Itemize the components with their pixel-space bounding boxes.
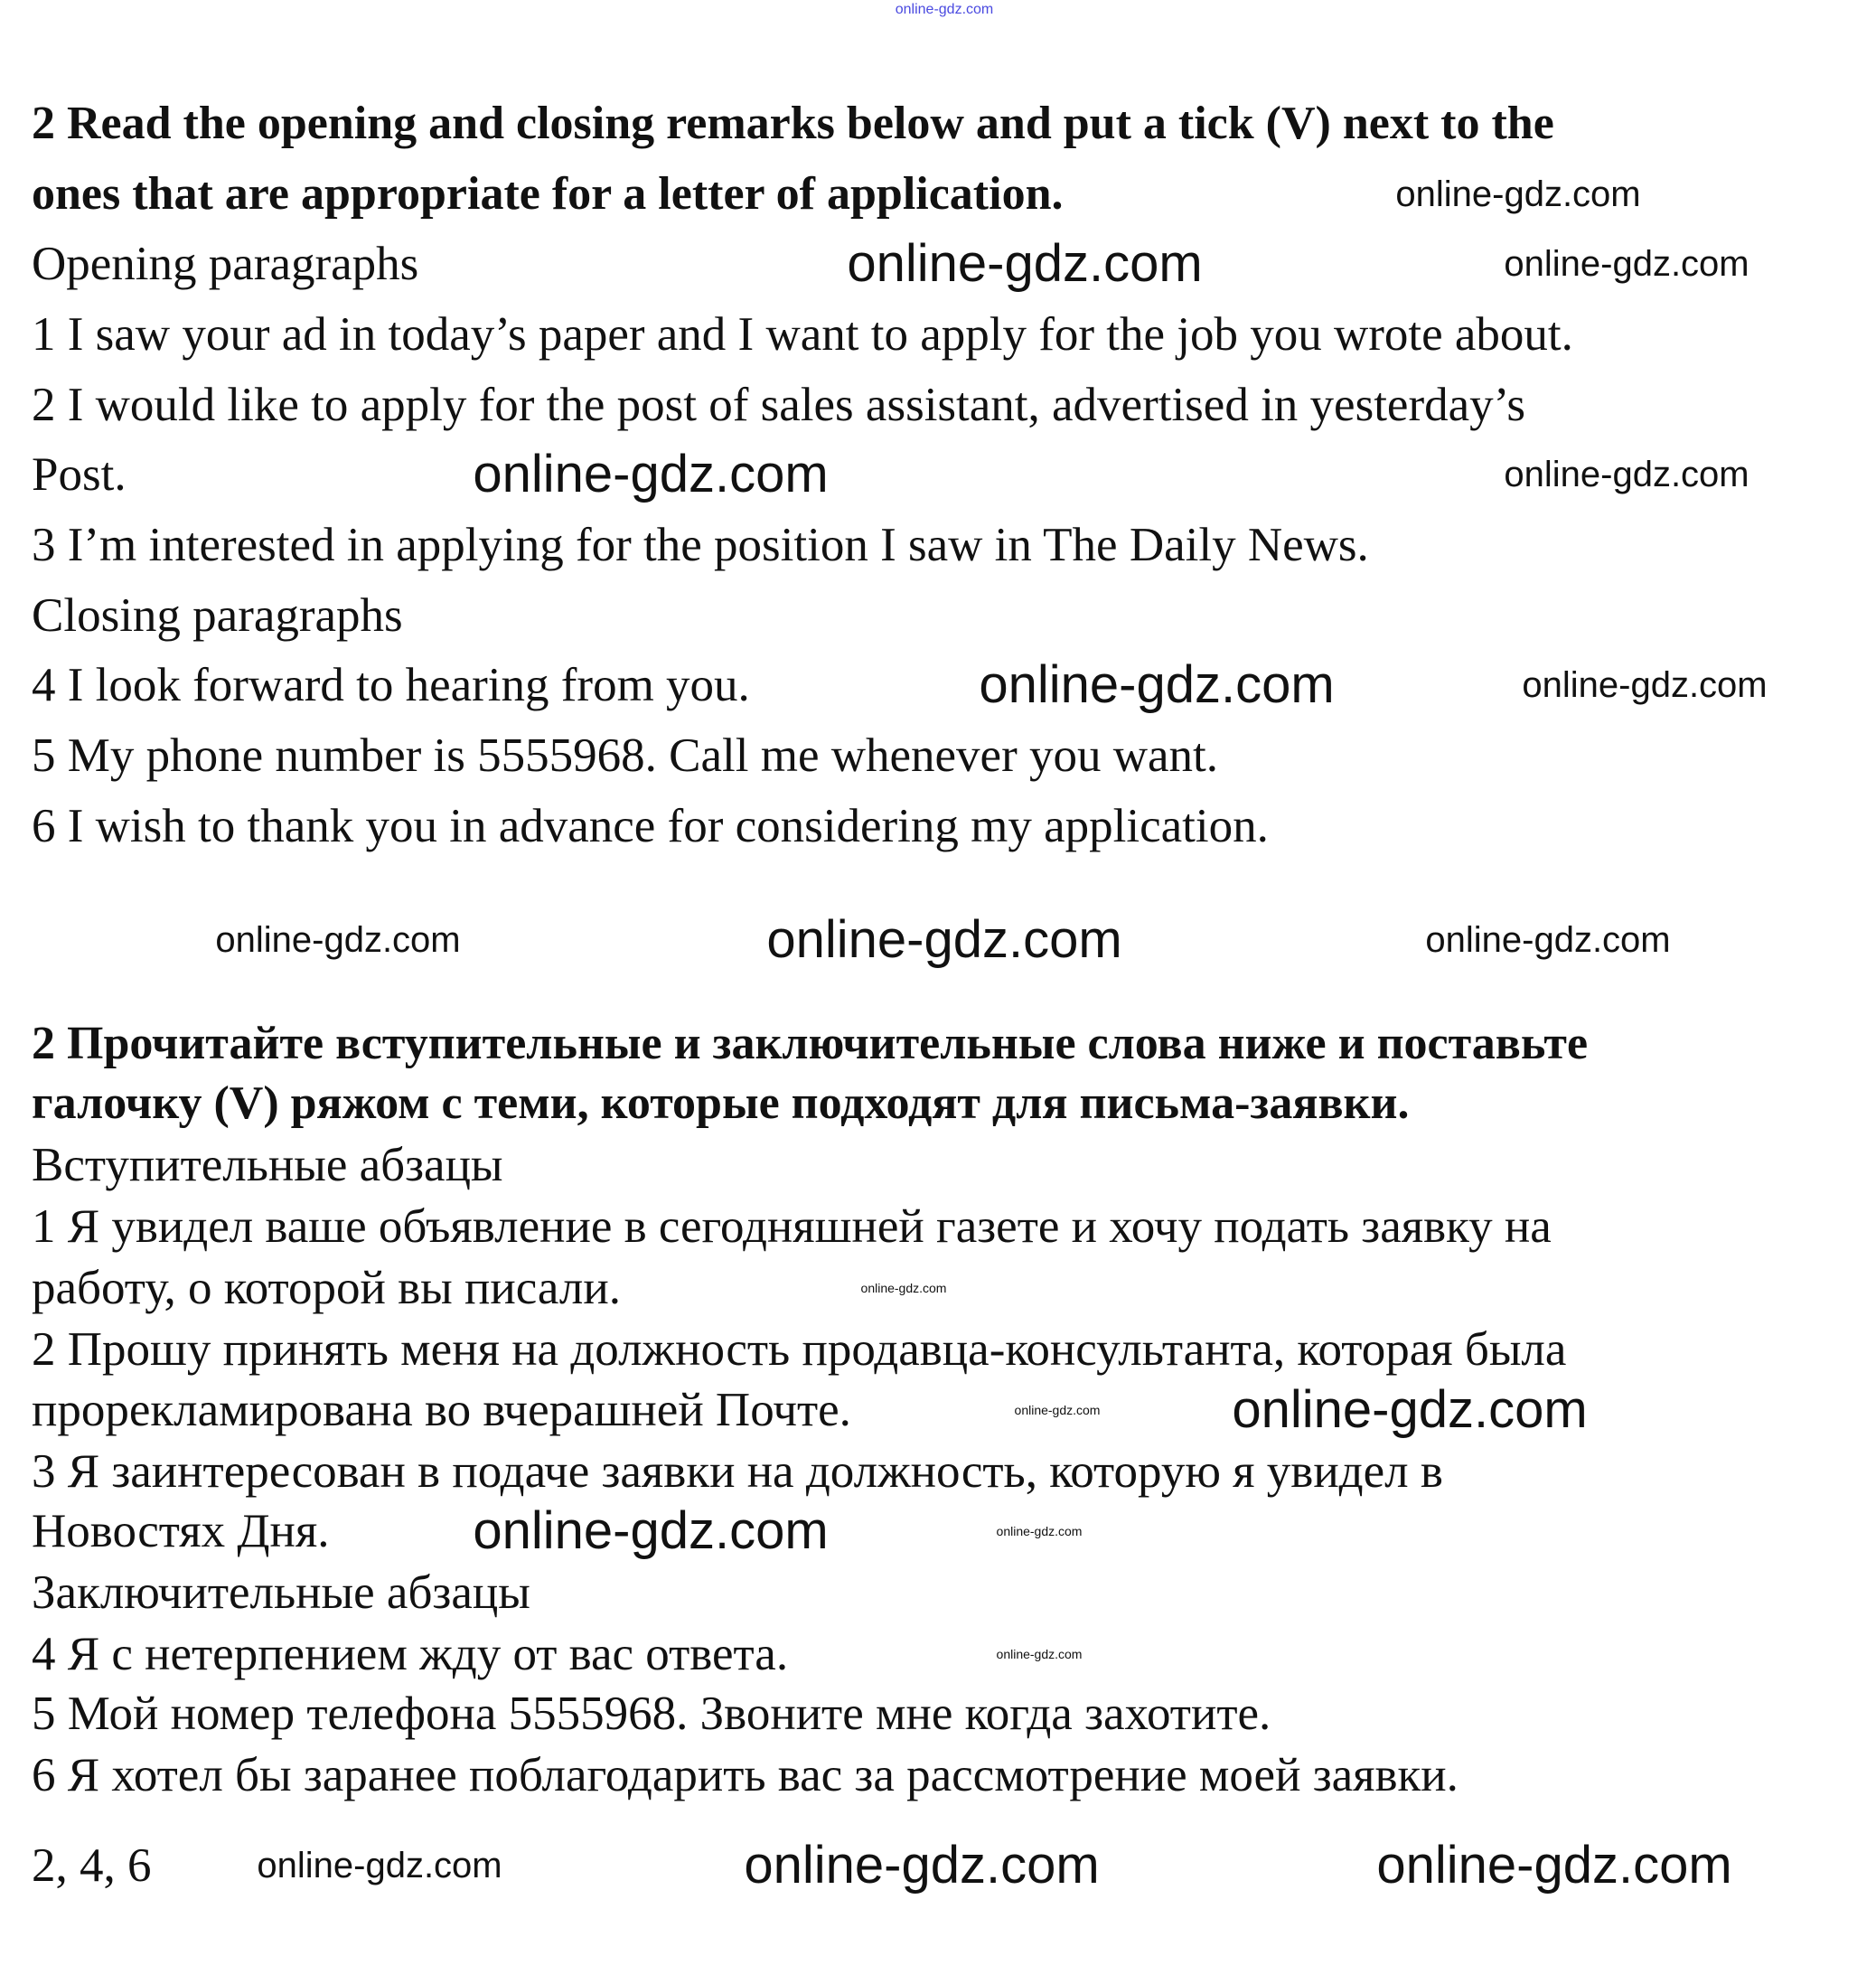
watermark: online-gdz.com	[996, 1524, 1083, 1538]
list-item: 6 I wish to thank you in advance for considering my application.	[32, 800, 1269, 852]
list-item: 1 Я увидел ваше объявление в сегодняшней газете и хочу подать заявку на	[32, 1200, 1552, 1253]
watermark: online-gdz.com	[1376, 1836, 1732, 1895]
section-label-closing-en: Closing paragraphs	[32, 589, 403, 642]
watermark: online-gdz.com	[257, 1846, 502, 1885]
watermark: online-gdz.com	[860, 1281, 947, 1295]
section-label-opening-ru: Вступительные абзацы	[32, 1139, 503, 1191]
section-label-opening-en: Opening paragraphs	[32, 238, 419, 290]
watermark: online-gdz.com	[847, 234, 1203, 293]
watermark: online-gdz.com	[473, 445, 829, 503]
watermark: online-gdz.com	[1425, 920, 1671, 960]
watermark: online-gdz.com	[1522, 665, 1768, 705]
watermark: online-gdz.com	[979, 655, 1335, 714]
list-item: 6 Я хотел бы заранее поблагодарить вас за рассмотрение моей заявки.	[32, 1749, 1459, 1801]
watermark: online-gdz.com	[1395, 174, 1641, 214]
watermark: online-gdz.com	[473, 1501, 829, 1560]
list-item: 2 I would like to apply for the post of sales assistant, advertised in yesterday’s	[32, 379, 1525, 431]
list-item: 5 My phone number is 5555968. Call me whenever you want.	[32, 729, 1218, 782]
list-item: прорекламирована во вчерашней Почте.	[32, 1384, 851, 1436]
list-item: 5 Мой номер телефона 5555968. Звоните мне когда захотите.	[32, 1688, 1271, 1740]
watermark: online-gdz.com	[1232, 1380, 1588, 1439]
list-item: 3 Я заинтересован в подаче заявки на должность, которую я увидел в	[32, 1445, 1443, 1498]
answer: 2, 4, 6	[32, 1839, 152, 1892]
list-item: 4 Я с нетерпением жду от вас ответа.	[32, 1628, 789, 1680]
watermark: online-gdz.com	[895, 2, 994, 17]
watermark: online-gdz.com	[766, 910, 1122, 969]
exercise-heading-en: 2 Read the opening and closing remarks below and put a tick (V) next to the	[32, 98, 1554, 149]
exercise-heading-en: ones that are appropriate for a letter of application.	[32, 168, 1064, 220]
list-item: Новостях Дня.	[32, 1505, 330, 1557]
watermark: online-gdz.com	[1504, 455, 1749, 494]
watermark: online-gdz.com	[1504, 244, 1749, 284]
exercise-heading-ru: галочку (V) ряжом с теми, которые подходят для письма-заявки.	[32, 1077, 1410, 1129]
list-item: 3 I’m interested in applying for the position I saw in The Daily News.	[32, 519, 1369, 571]
list-item: 2 Прошу принять меня на должность продавца-консультанта, которая была	[32, 1323, 1567, 1376]
watermark: online-gdz.com	[744, 1836, 1100, 1895]
list-item: 1 I saw your ad in today’s paper and I want to apply for the job you wrote about.	[32, 308, 1573, 361]
watermark: online-gdz.com	[996, 1647, 1083, 1661]
watermark: online-gdz.com	[215, 920, 461, 960]
exercise-heading-ru: 2 Прочитайте вступительные и заключительные слова ниже и поставьте	[32, 1018, 1589, 1069]
list-item: Post.	[32, 448, 127, 501]
watermark: online-gdz.com	[1014, 1403, 1101, 1417]
list-item: 4 I look forward to hearing from you.	[32, 659, 750, 711]
section-label-closing-ru: Заключительные абзацы	[32, 1566, 530, 1619]
list-item: работу, о которой вы писали.	[32, 1262, 621, 1314]
